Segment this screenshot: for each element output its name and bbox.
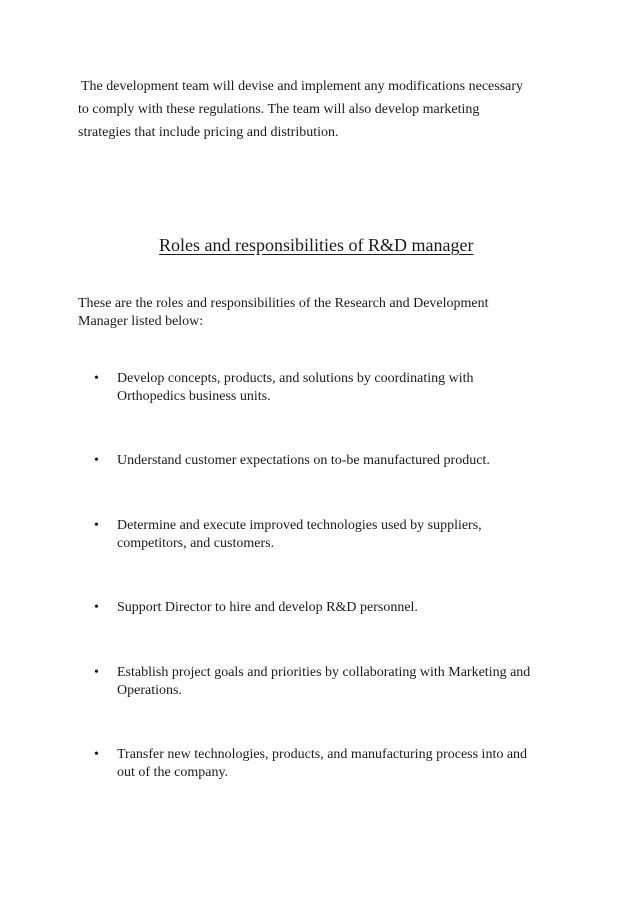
- list-item-line: Develop concepts, products, and solutions by coordinating with: [117, 371, 474, 386]
- intro-line: strategies that include pricing and distribution.: [78, 125, 339, 140]
- intro-line: to comply with these regulations. The team will also develop marketing: [78, 102, 480, 117]
- bullet-icon: •: [94, 371, 99, 386]
- list-item-line: Understand customer expectations on to-be manufactured product.: [117, 453, 490, 468]
- list-item-line: Operations.: [117, 683, 182, 698]
- list-item-line: competitors, and customers.: [117, 536, 275, 551]
- list-item-text: [117, 517, 567, 553]
- intro-line: The development team will devise and implement any modifications necessary: [81, 79, 524, 94]
- lead-line: These are the roles and responsibilities of the Research and Development: [78, 296, 489, 311]
- bullet-icon: •: [94, 600, 99, 615]
- list-item-line: Establish project goals and priorities by collaborating with Marketing and: [117, 665, 531, 680]
- list-item-line: out of the company.: [117, 765, 229, 780]
- list-item-text: [117, 664, 567, 700]
- section-heading: Roles and responsibilities of R&D manager: [159, 235, 474, 255]
- list-item-text: [117, 370, 567, 406]
- bullet-icon: •: [94, 518, 99, 533]
- list-item-line: Transfer new technologies, products, and manufacturing process into and: [117, 747, 528, 762]
- bullet-icon: •: [94, 747, 99, 762]
- lead-line: Manager listed below:: [78, 314, 204, 329]
- list-item-line: Orthopedics business units.: [117, 389, 271, 404]
- list-item-text: [117, 599, 567, 617]
- list-item-line: Determine and execute improved technologies used by suppliers,: [117, 518, 482, 533]
- bullet-icon: •: [94, 665, 99, 680]
- list-item-text: [117, 746, 567, 782]
- bullet-icon: •: [94, 453, 99, 468]
- list-item-text: [117, 452, 567, 470]
- list-item-line: Support Director to hire and develop R&D personnel.: [117, 600, 418, 615]
